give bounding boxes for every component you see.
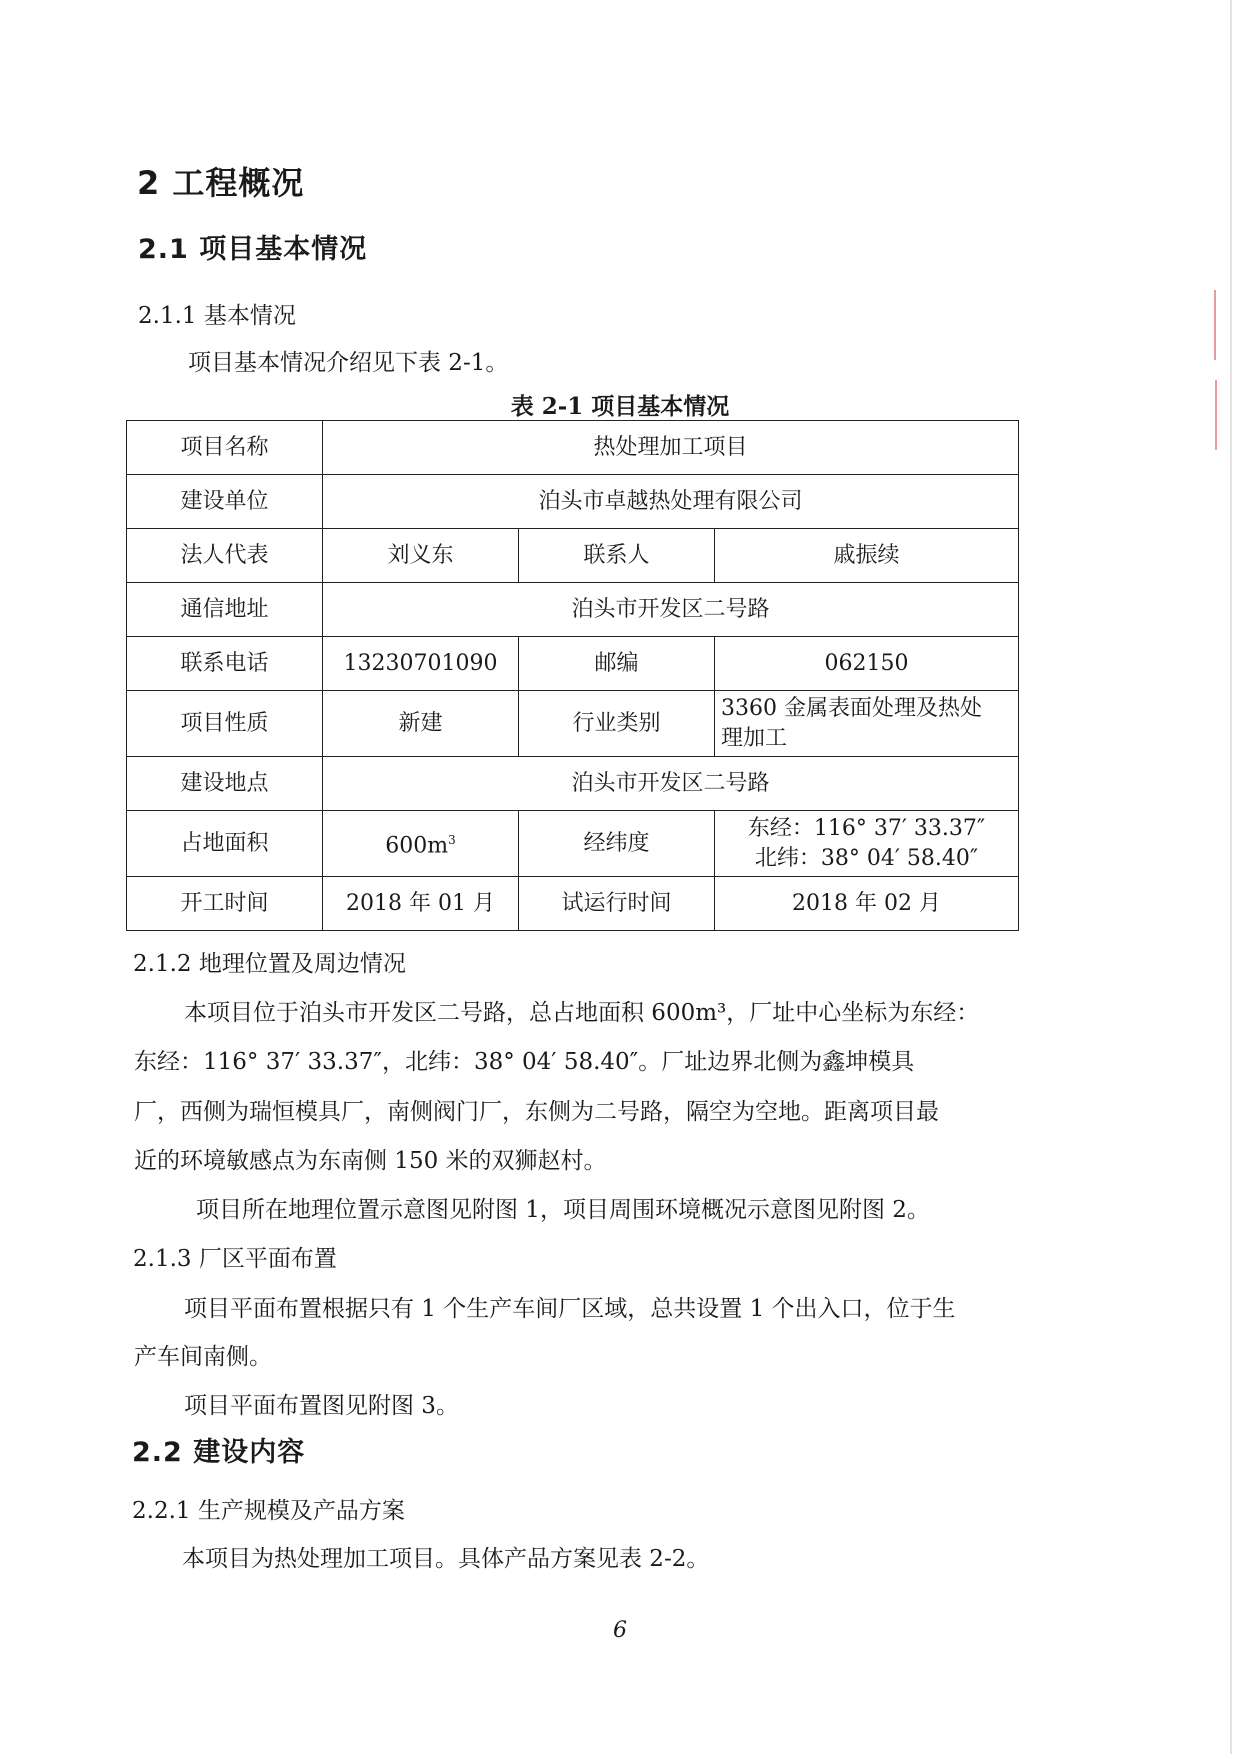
legal-rep-label: 法人代表 — [127, 529, 323, 583]
site-value: 泊头市开发区二号路 — [323, 757, 1019, 811]
area-label: 占地面积 — [127, 811, 323, 877]
section-heading-2-1: 2.1 项目基本情况 — [138, 234, 368, 265]
table-row — [127, 691, 1019, 757]
contact-label: 联系人 — [519, 529, 715, 583]
scan-mark — [1214, 290, 1216, 360]
project-name-value: 热处理加工项目 — [323, 421, 1019, 475]
layout-line-2: 产车间南侧。 — [134, 1344, 272, 1370]
nature-value: 新建 — [323, 691, 519, 757]
start-label: 开工时间 — [127, 877, 323, 931]
layout-figure: 项目平面布置图见附图 3。 — [184, 1393, 459, 1419]
table-row — [127, 475, 1019, 529]
latitude: 北纬：38° 04′ 58.40″ — [754, 845, 979, 871]
subsection-heading-2-1-2: 2.1.2 地理位置及周边情况 — [133, 951, 406, 977]
trial-value: 2018 年 02 月 — [715, 877, 1019, 931]
contact-value: 戚振续 — [715, 529, 1019, 583]
table-row — [127, 583, 1019, 637]
phone-label: 联系电话 — [127, 637, 323, 691]
page-number: 6 — [613, 1618, 627, 1643]
builder-value: 泊头市卓越热处理有限公司 — [323, 475, 1019, 529]
scan-edge — [1230, 0, 1232, 1754]
subsection-heading-2-1-3: 2.1.3 厂区平面布置 — [133, 1246, 337, 1272]
nature-label: 项目性质 — [127, 691, 323, 757]
postcode-label: 邮编 — [519, 637, 715, 691]
site-label: 建设地点 — [127, 757, 323, 811]
start-value: 2018 年 01 月 — [323, 877, 519, 931]
location-line-1: 本项目位于泊头市开发区二号路，总占地面积 600m³，厂址中心坐标为东经： — [184, 1000, 980, 1026]
area-number: 600m — [385, 833, 449, 859]
table-row — [127, 637, 1019, 691]
table-row — [127, 421, 1019, 475]
chapter-heading: 2 工程概况 — [137, 164, 305, 202]
phone-value: 13230701090 — [323, 637, 519, 691]
layout-line-1: 项目平面布置根据只有 1 个生产车间厂区域，总共设置 1 个出入口，位于生 — [184, 1296, 956, 1322]
intro-paragraph: 项目基本情况介绍见下表 2-1。 — [188, 350, 509, 376]
latlon-label: 经纬度 — [519, 811, 715, 877]
address-label: 通信地址 — [127, 583, 323, 637]
address-value: 泊头市开发区二号路 — [323, 583, 1019, 637]
project-info-table — [126, 420, 1019, 931]
trial-label: 试运行时间 — [519, 877, 715, 931]
subsection-heading-2-1-1: 2.1.1 基本情况 — [138, 303, 296, 329]
location-figures: 项目所在地理位置示意图见附图 1，项目周围环境概况示意图见附图 2。 — [196, 1197, 930, 1223]
industry-label: 行业类别 — [519, 691, 715, 757]
location-line-2: 东经：116° 37′ 33.37″，北纬：38° 04′ 58.40″。厂址边界北侧为鑫坤模具 — [134, 1049, 915, 1075]
location-line-4: 近的环境敏感点为东南侧 150 米的双狮赵村。 — [134, 1148, 607, 1174]
table-row — [127, 811, 1019, 877]
longitude: 东经：116° 37′ 33.37″ — [747, 815, 986, 841]
area-superscript: 3 — [448, 833, 456, 848]
industry-line-2: 理加工 — [721, 725, 788, 751]
section-heading-2-2: 2.2 建设内容 — [132, 1437, 306, 1468]
industry-value — [715, 691, 1019, 757]
legal-rep-value: 刘义东 — [323, 529, 519, 583]
product-paragraph: 本项目为热处理加工项目。具体产品方案见表 2-2。 — [182, 1546, 710, 1572]
subsection-heading-2-2-1: 2.2.1 生产规模及产品方案 — [132, 1498, 405, 1524]
table-row — [127, 877, 1019, 931]
table-row — [127, 757, 1019, 811]
table-row — [127, 529, 1019, 583]
location-line-3: 厂，西侧为瑞恒模具厂，南侧阀门厂，东侧为二号路，隔空为空地。距离项目最 — [134, 1099, 939, 1125]
area-value — [323, 811, 519, 877]
table-caption: 表 2-1 项目基本情况 — [510, 393, 730, 420]
latlon-value — [715, 811, 1019, 877]
postcode-value: 062150 — [715, 637, 1019, 691]
industry-line-1: 3360 金属表面处理及热处 — [721, 695, 982, 721]
project-name-label: 项目名称 — [127, 421, 323, 475]
builder-label: 建设单位 — [127, 475, 323, 529]
